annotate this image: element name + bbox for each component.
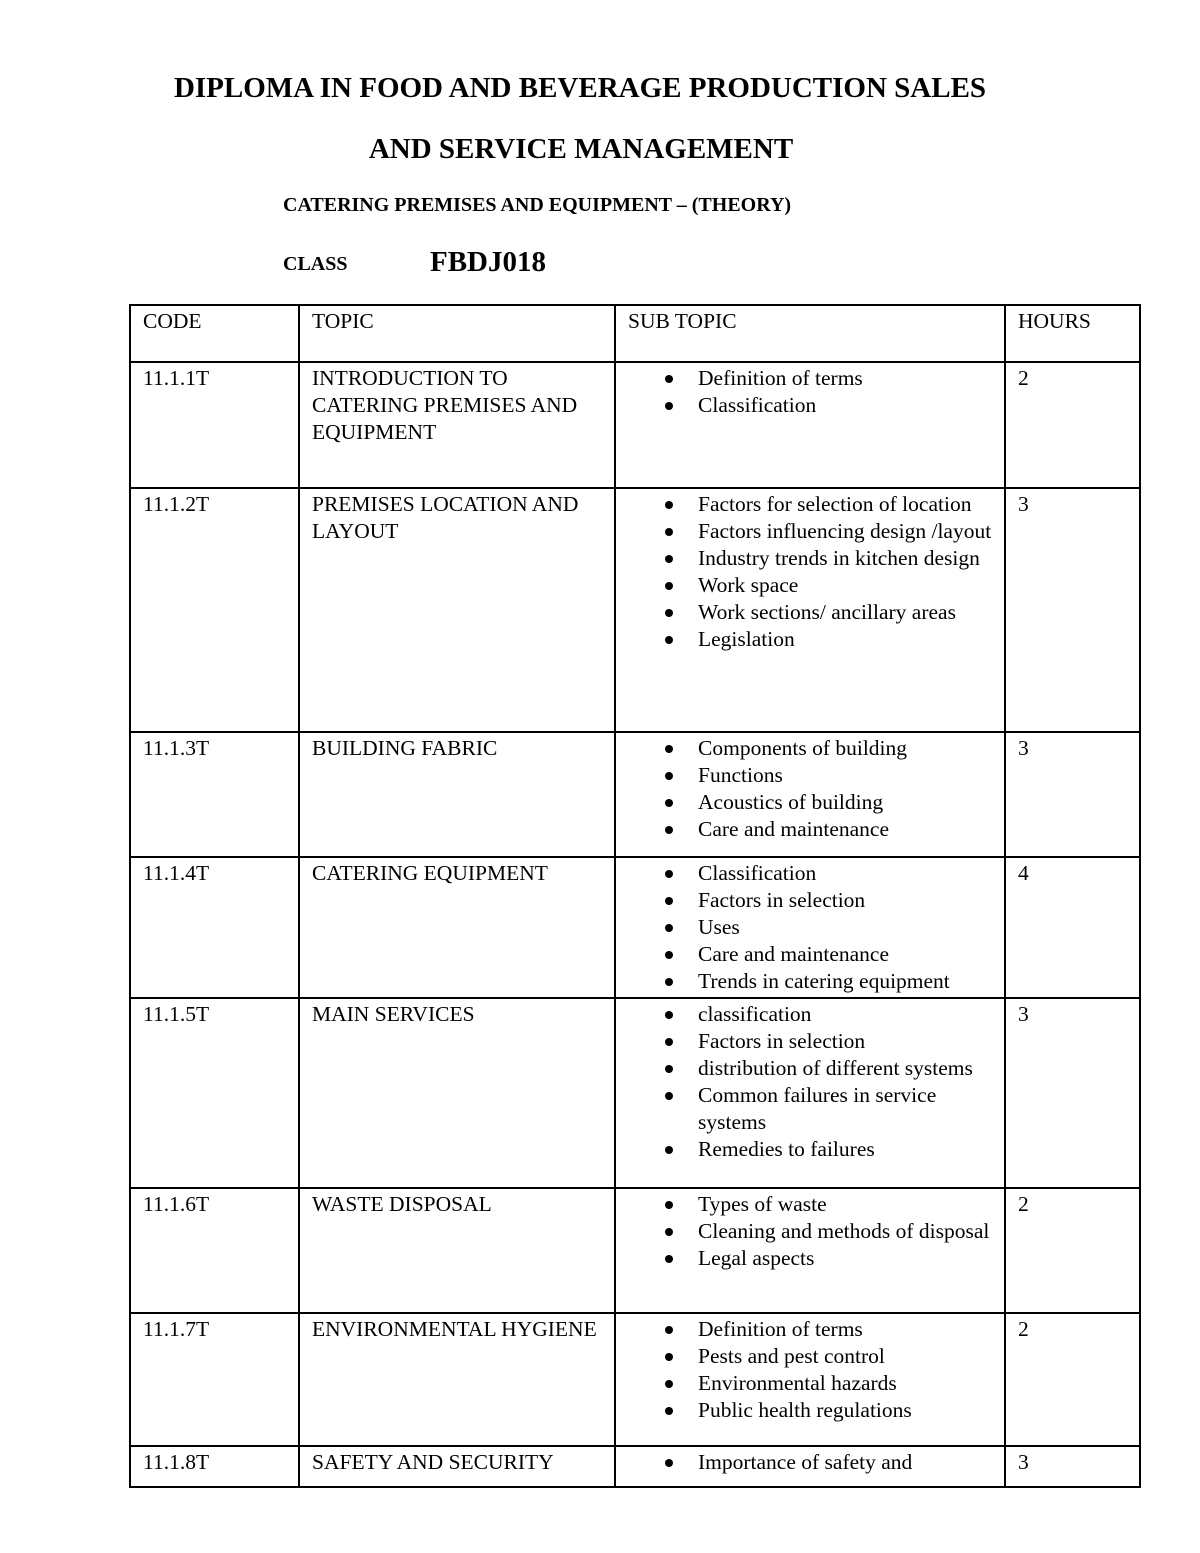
document-title-line-1: DIPLOMA IN FOOD AND BEVERAGE PRODUCTION SALES	[173, 72, 987, 104]
sub-topic-item: Trends in catering equipment	[698, 968, 994, 995]
cell-sub-topics	[615, 998, 1005, 1188]
column-header-hours: HOURS	[1005, 305, 1140, 362]
sub-topic-item: Common failures in service systems	[698, 1082, 994, 1136]
table-row	[130, 488, 1140, 732]
sub-topic-item: Cleaning and methods of disposal	[698, 1218, 994, 1245]
table-row	[130, 1313, 1140, 1446]
sub-topic-item: Definition of terms	[698, 365, 994, 392]
cell-code: 11.1.4T	[130, 857, 299, 998]
syllabus-table	[129, 304, 1141, 1488]
class-label: CLASS	[283, 253, 348, 275]
sub-topic-item: Legislation	[698, 626, 994, 653]
cell-hours: 3	[1005, 998, 1140, 1188]
sub-topic-item: Acoustics of building	[698, 789, 994, 816]
sub-topic-item: Uses	[698, 914, 994, 941]
sub-topic-item: Definition of terms	[698, 1316, 994, 1343]
sub-topic-item: Public health regulations	[698, 1397, 994, 1424]
cell-topic: INTRODUCTION TO CATERING PREMISES AND EQUIPMENT	[299, 362, 615, 488]
table-row	[130, 857, 1140, 998]
cell-code: 11.1.3T	[130, 732, 299, 857]
column-header-topic: TOPIC	[299, 305, 615, 362]
cell-code: 11.1.5T	[130, 998, 299, 1188]
cell-sub-topics	[615, 732, 1005, 857]
cell-sub-topics	[615, 488, 1005, 732]
sub-topic-list	[628, 491, 994, 653]
cell-code: 11.1.1T	[130, 362, 299, 488]
cell-hours: 2	[1005, 1313, 1140, 1446]
sub-topic-item: Pests and pest control	[698, 1343, 994, 1370]
table-row	[130, 732, 1140, 857]
cell-code: 11.1.2T	[130, 488, 299, 732]
cell-hours: 3	[1005, 488, 1140, 732]
sub-topic-item: Types of waste	[698, 1191, 994, 1218]
cell-topic: CATERING EQUIPMENT	[299, 857, 615, 998]
sub-topic-list	[628, 1316, 994, 1424]
cell-hours: 4	[1005, 857, 1140, 998]
cell-topic: SAFETY AND SECURITY	[299, 1446, 615, 1487]
sub-topic-item: Functions	[698, 762, 994, 789]
cell-sub-topics	[615, 857, 1005, 998]
table-row	[130, 1188, 1140, 1313]
cell-hours: 3	[1005, 732, 1140, 857]
cell-sub-topics	[615, 1313, 1005, 1446]
sub-topic-item: Care and maintenance	[698, 941, 994, 968]
cell-topic: ENVIRONMENTAL HYGIENE	[299, 1313, 615, 1446]
sub-topic-list	[628, 365, 994, 419]
sub-topic-item: classification	[698, 1001, 994, 1028]
class-code: FBDJ018	[430, 246, 546, 278]
cell-hours: 3	[1005, 1446, 1140, 1487]
cell-topic: WASTE DISPOSAL	[299, 1188, 615, 1313]
sub-topic-item: Classification	[698, 860, 994, 887]
course-subtitle: CATERING PREMISES AND EQUIPMENT – (THEORY)	[283, 194, 792, 216]
sub-topic-item: Care and maintenance	[698, 816, 994, 843]
sub-topic-item: Industry trends in kitchen design	[698, 545, 994, 572]
column-header-code: CODE	[130, 305, 299, 362]
sub-topic-item: Work sections/ ancillary areas	[698, 599, 994, 626]
sub-topic-item: Environmental hazards	[698, 1370, 994, 1397]
cell-sub-topics	[615, 1188, 1005, 1313]
cell-hours: 2	[1005, 1188, 1140, 1313]
cell-sub-topics	[615, 362, 1005, 488]
sub-topic-list	[628, 1001, 994, 1163]
sub-topic-item: Components of building	[698, 735, 994, 762]
cell-topic: BUILDING FABRIC	[299, 732, 615, 857]
sub-topic-item: Classification	[698, 392, 994, 419]
sub-topic-item: Legal aspects	[698, 1245, 994, 1272]
table-row	[130, 998, 1140, 1188]
sub-topic-item: Factors influencing design /layout	[698, 518, 994, 545]
sub-topic-item: Importance of safety and	[698, 1449, 994, 1476]
sub-topic-list	[628, 1191, 994, 1272]
sub-topic-list	[628, 860, 994, 995]
sub-topic-item: Factors for selection of location	[698, 491, 994, 518]
sub-topic-item: Work space	[698, 572, 994, 599]
sub-topic-list	[628, 1449, 994, 1476]
table-header-row	[130, 305, 1140, 362]
cell-topic: PREMISES LOCATION AND LAYOUT	[299, 488, 615, 732]
sub-topic-item: Factors in selection	[698, 887, 994, 914]
sub-topic-list	[628, 735, 994, 843]
cell-hours: 2	[1005, 362, 1140, 488]
cell-code: 11.1.6T	[130, 1188, 299, 1313]
table-row	[130, 1446, 1140, 1487]
table-row	[130, 362, 1140, 488]
document-title-line-2: AND SERVICE MANAGEMENT	[368, 133, 794, 165]
sub-topic-item: Factors in selection	[698, 1028, 994, 1055]
column-header-sub-topic: SUB TOPIC	[615, 305, 1005, 362]
cell-topic: MAIN SERVICES	[299, 998, 615, 1188]
cell-sub-topics	[615, 1446, 1005, 1487]
sub-topic-item: distribution of different systems	[698, 1055, 994, 1082]
cell-code: 11.1.8T	[130, 1446, 299, 1487]
cell-code: 11.1.7T	[130, 1313, 299, 1446]
sub-topic-item: Remedies to failures	[698, 1136, 994, 1163]
